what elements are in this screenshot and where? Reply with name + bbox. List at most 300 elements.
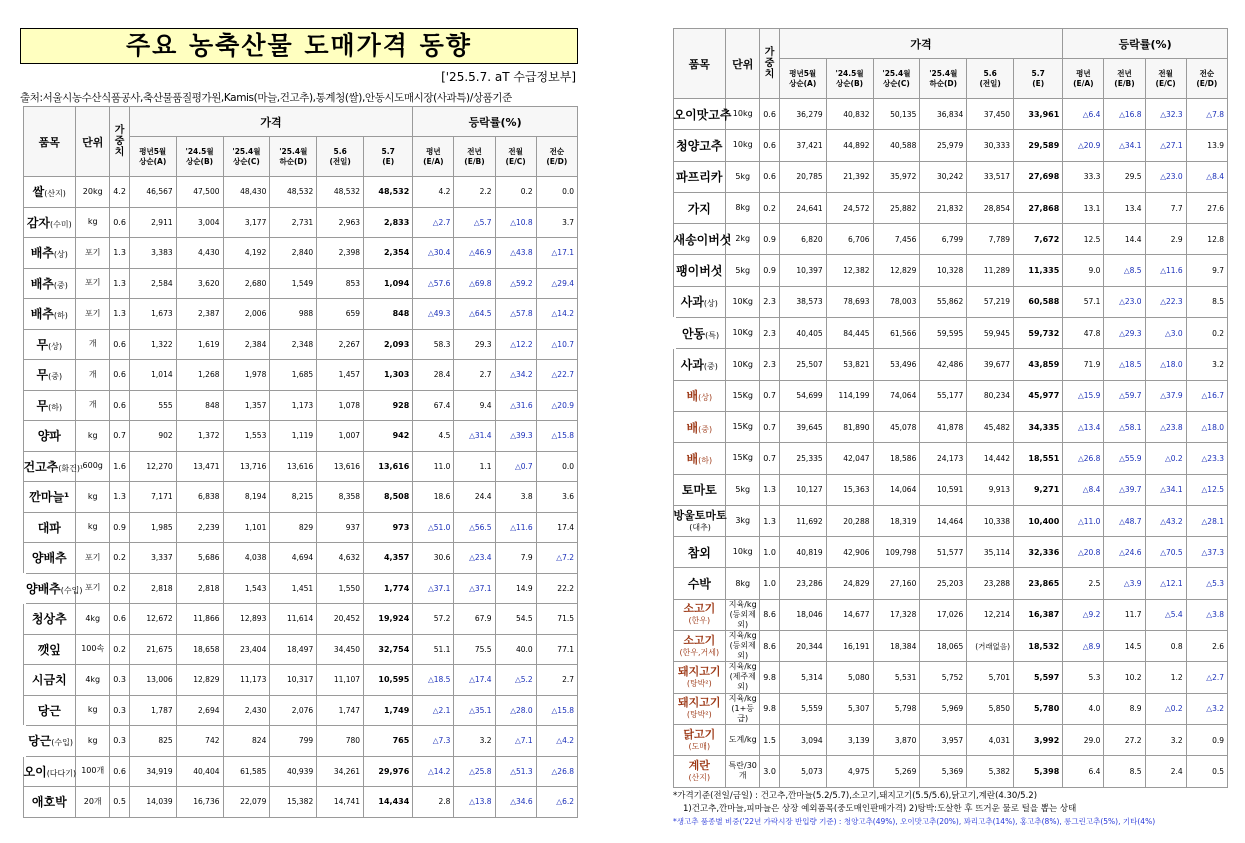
table-row [23, 207, 578, 238]
footnote-price-basis: *가격기준(전일/금일) : 건고추,깐마늘(5.2/5.7),소고기,돼지고기(5.5/5.6),닭고기,계란(4.30/5.2) [673, 791, 1038, 801]
item-weight: 0.9 [110, 512, 129, 543]
rate-cell: △14.2 [536, 299, 577, 330]
item-name: 양파 [23, 421, 76, 452]
item-unit: 15Kg [726, 411, 760, 442]
price-cell: 25,979 [920, 130, 967, 161]
rate-cell: △15.8 [536, 421, 577, 452]
item-name: 오이(다다기) [23, 756, 76, 787]
price-cell: 7,672 [1014, 224, 1063, 255]
rate-cell: 2.7 [536, 665, 577, 696]
item-weight: 0.6 [110, 329, 129, 360]
price-cell: 9,271 [1014, 474, 1063, 505]
price-cell: 1,322 [129, 329, 176, 360]
item-weight: 1.3 [110, 238, 129, 269]
price-cell: 1,451 [270, 573, 317, 604]
table-row [673, 286, 1228, 317]
rate-cell: △11.0 [1063, 505, 1104, 536]
footnote-pepper-share: *생고추 품종별 비중('22년 가락시장 반입량 기준) : 청양고추(49%), 오이맛고추(20%), 꽈리고추(14%), 홍고추(8%), 롱그린고추(5%), 기타(4%) [673, 817, 1156, 826]
price-cell: 10,127 [779, 474, 826, 505]
item-unit: kg [76, 695, 110, 726]
item-weight: 1.3 [760, 505, 779, 536]
item-unit: 600g [76, 451, 110, 482]
rate-cell: 57.1 [1063, 286, 1104, 317]
header-rate-group: 등락률(%) [1063, 29, 1228, 59]
rate-cell: 5.3 [1063, 662, 1104, 693]
price-cell: 10,397 [779, 255, 826, 286]
item-weight: 0.9 [760, 255, 779, 286]
rate-cell: 4.2 [413, 177, 454, 208]
table-row [673, 693, 1228, 724]
rate-cell: △59.2 [495, 268, 536, 299]
price-cell: 21,392 [826, 161, 873, 192]
price-cell: 10,328 [920, 255, 967, 286]
rate-cell: △34.2 [495, 360, 536, 391]
price-cell: 2,840 [270, 238, 317, 269]
item-unit: kg [76, 482, 110, 513]
price-cell: 2,239 [176, 512, 223, 543]
price-cell: 6,838 [176, 482, 223, 513]
rate-cell: △8.4 [1186, 161, 1227, 192]
item-name: 청양고추 [673, 130, 726, 161]
rate-cell: 17.4 [536, 512, 577, 543]
rate-cell: △12.5 [1186, 474, 1227, 505]
price-cell: 60,588 [1014, 286, 1063, 317]
price-cell: 17,026 [920, 599, 967, 630]
item-weight: 0.3 [110, 726, 129, 757]
price-cell: 30,242 [920, 161, 967, 192]
item-unit: 20kg [76, 177, 110, 208]
price-cell: 17,328 [873, 599, 920, 630]
rate-cell: △7.1 [495, 726, 536, 757]
price-cell: 55,177 [920, 380, 967, 411]
rate-cell: 2.6 [1186, 631, 1227, 662]
table-row [23, 238, 578, 269]
header-rate-col: 평년 (E/A) [413, 137, 454, 177]
price-cell: 12,382 [826, 255, 873, 286]
price-cell: 2,833 [364, 207, 413, 238]
header-rate-group: 등락률(%) [413, 107, 578, 137]
table-row [23, 665, 578, 696]
price-cell: 50,135 [873, 99, 920, 130]
price-cell: 61,585 [223, 756, 270, 787]
rate-cell: △3.2 [1186, 693, 1227, 724]
header-price-col: '25.4월 하순(D) [270, 137, 317, 177]
rate-cell: 6.4 [1063, 756, 1104, 787]
rate-cell: 9.7 [1186, 255, 1227, 286]
item-name: 배(중) [673, 411, 726, 442]
price-cell: 20,288 [826, 505, 873, 536]
item-unit: 100속 [76, 634, 110, 665]
price-cell: 16,736 [176, 787, 223, 818]
price-cell: 928 [364, 390, 413, 421]
header-price-col: 평년5월 상순(A) [779, 59, 826, 99]
price-cell: 16,387 [1014, 599, 1063, 630]
item-unit: 10Kg [726, 286, 760, 317]
price-cell: 40,404 [176, 756, 223, 787]
rate-cell: △51.3 [495, 756, 536, 787]
table-row [23, 756, 578, 787]
rate-cell: △2.7 [413, 207, 454, 238]
item-weight: 2.3 [760, 349, 779, 380]
item-name: 애호박 [23, 787, 76, 818]
item-unit: 4kg [76, 604, 110, 635]
price-cell: 4,694 [270, 543, 317, 574]
price-cell: 59,732 [1014, 318, 1063, 349]
price-cell: 14,434 [364, 787, 413, 818]
rate-cell: 27.2 [1104, 724, 1145, 755]
rate-cell: 13.9 [1186, 130, 1227, 161]
price-cell: 23,286 [779, 568, 826, 599]
price-cell: 18,658 [176, 634, 223, 665]
item-unit: 20개 [76, 787, 110, 818]
rate-cell: △16.8 [1104, 99, 1145, 130]
price-cell: 1,749 [364, 695, 413, 726]
rate-cell: △18.0 [1145, 349, 1186, 380]
item-name: 청상추 [23, 604, 76, 635]
rate-cell: 0.5 [1186, 756, 1227, 787]
price-cell: 14,039 [129, 787, 176, 818]
rate-cell: △20.9 [536, 390, 577, 421]
item-unit: 포기 [76, 299, 110, 330]
price-cell: 14,741 [317, 787, 364, 818]
table-row [673, 568, 1228, 599]
price-cell: 1,549 [270, 268, 317, 299]
item-weight: 0.7 [110, 421, 129, 452]
rate-cell: 67.4 [413, 390, 454, 421]
price-cell: 5,850 [967, 693, 1014, 724]
rate-cell: 27.6 [1186, 192, 1227, 223]
price-cell: 1,357 [223, 390, 270, 421]
price-cell: 18,551 [1014, 443, 1063, 474]
item-name: 안동(특) [673, 318, 726, 349]
price-cell: 2,818 [129, 573, 176, 604]
header-price-col: 평년5월 상순(A) [129, 137, 176, 177]
item-name: 방울토마토 (대추) [673, 505, 726, 536]
item-name: 사과(상) [673, 286, 726, 317]
price-cell: 14,677 [826, 599, 873, 630]
rate-cell: 10.2 [1104, 662, 1145, 693]
price-cell: 1,747 [317, 695, 364, 726]
item-weight: 0.5 [110, 787, 129, 818]
rate-cell: △7.2 [536, 543, 577, 574]
price-cell: 5,080 [826, 662, 873, 693]
rate-cell: 2.9 [1145, 224, 1186, 255]
price-cell: 36,834 [920, 99, 967, 130]
price-cell: 1,457 [317, 360, 364, 391]
item-weight: 0.6 [110, 360, 129, 391]
item-weight: 1.0 [760, 537, 779, 568]
price-cell: 2,348 [270, 329, 317, 360]
price-cell: 16,191 [826, 631, 873, 662]
price-cell: 78,693 [826, 286, 873, 317]
rate-cell: △31.4 [454, 421, 495, 452]
price-cell: 1,303 [364, 360, 413, 391]
rate-cell: △34.1 [1145, 474, 1186, 505]
price-cell: 1,685 [270, 360, 317, 391]
price-cell: 48,532 [270, 177, 317, 208]
price-cell: 2,354 [364, 238, 413, 269]
item-name: 감자(수미) [23, 207, 76, 238]
item-weight: 0.3 [110, 665, 129, 696]
table-row [673, 380, 1228, 411]
header-rate-col: 전년 (E/B) [1104, 59, 1145, 99]
price-cell: 12,893 [223, 604, 270, 635]
rate-cell: 28.4 [413, 360, 454, 391]
price-cell: 42,047 [826, 443, 873, 474]
rate-cell: 4.5 [413, 421, 454, 452]
item-unit: 2kg [726, 224, 760, 255]
rate-cell: △22.3 [1145, 286, 1186, 317]
table-row [673, 318, 1228, 349]
rate-cell: 3.6 [536, 482, 577, 513]
rate-cell: △57.8 [495, 299, 536, 330]
item-name: 배(하) [673, 443, 726, 474]
price-cell: 40,939 [270, 756, 317, 787]
price-cell: 18,065 [920, 631, 967, 662]
rate-cell: 0.2 [1186, 318, 1227, 349]
price-cell: 2,384 [223, 329, 270, 360]
price-cell: 59,945 [967, 318, 1014, 349]
price-cell: 13,616 [270, 451, 317, 482]
rate-cell: △8.4 [1063, 474, 1104, 505]
rate-cell: △12.2 [495, 329, 536, 360]
table-row [23, 451, 578, 482]
rate-cell: △18.0 [1186, 411, 1227, 442]
price-cell: 10,338 [967, 505, 1014, 536]
price-cell: 5,073 [779, 756, 826, 787]
price-cell: 11,335 [1014, 255, 1063, 286]
price-cell: 12,829 [176, 665, 223, 696]
table-row [23, 573, 578, 604]
rate-cell: △25.8 [454, 756, 495, 787]
table-row [23, 787, 578, 818]
price-cell: 54,699 [779, 380, 826, 411]
item-unit: 15Kg [726, 380, 760, 411]
price-cell: 36,279 [779, 99, 826, 130]
item-weight: 0.6 [760, 130, 779, 161]
price-cell: 799 [270, 726, 317, 757]
price-cell: 5,398 [1014, 756, 1063, 787]
price-cell: 11,866 [176, 604, 223, 635]
price-cell: 34,335 [1014, 411, 1063, 442]
price-cell: 45,482 [967, 411, 1014, 442]
price-cell: 32,336 [1014, 537, 1063, 568]
item-name: 참외 [673, 537, 726, 568]
price-cell: 11,614 [270, 604, 317, 635]
rate-cell: △46.9 [454, 238, 495, 269]
rate-cell: △5.2 [495, 665, 536, 696]
item-unit: 도계/kg [726, 724, 760, 755]
item-name: 돼지고기 (탕박²) [673, 662, 726, 693]
rate-cell: △0.2 [1145, 443, 1186, 474]
price-cell: 44,892 [826, 130, 873, 161]
table-row [673, 505, 1228, 536]
rate-cell: △27.1 [1145, 130, 1186, 161]
price-cell: 59,595 [920, 318, 967, 349]
item-name: 가지 [673, 192, 726, 223]
price-cell: 40,819 [779, 537, 826, 568]
price-cell: 2,911 [129, 207, 176, 238]
price-cell: 20,452 [317, 604, 364, 635]
price-cell: 5,597 [1014, 662, 1063, 693]
price-cell: 20,785 [779, 161, 826, 192]
item-unit: 지육/kg (등외제외) [726, 599, 760, 630]
price-cell: 1,774 [364, 573, 413, 604]
price-cell: 11,107 [317, 665, 364, 696]
table-row [23, 360, 578, 391]
item-name: 사과(중) [673, 349, 726, 380]
price-cell: 18,384 [873, 631, 920, 662]
price-cell: 13,616 [364, 451, 413, 482]
item-unit: 5kg [726, 474, 760, 505]
price-cell: 27,160 [873, 568, 920, 599]
header-item: 품목 [673, 29, 726, 99]
rate-cell: 0.0 [536, 177, 577, 208]
price-cell: 3,094 [779, 724, 826, 755]
table-row [673, 724, 1228, 755]
price-cell: 1,078 [317, 390, 364, 421]
price-cell: 74,064 [873, 380, 920, 411]
rate-cell: 9.0 [1063, 255, 1104, 286]
price-cell: 3,177 [223, 207, 270, 238]
price-cell: 8,194 [223, 482, 270, 513]
price-cell: 33,961 [1014, 99, 1063, 130]
item-unit: 개 [76, 329, 110, 360]
item-unit: 포기 [76, 268, 110, 299]
rate-cell: 71.9 [1063, 349, 1104, 380]
item-name: 무(중) [23, 360, 76, 391]
rate-cell: 2.5 [1063, 568, 1104, 599]
table-row [23, 390, 578, 421]
price-cell: 109,798 [873, 537, 920, 568]
item-name: 깻잎 [23, 634, 76, 665]
item-unit: kg [76, 512, 110, 543]
price-cell: 5,369 [920, 756, 967, 787]
price-cell: 45,078 [873, 411, 920, 442]
header-price-col: '25.4월 상순(C) [873, 59, 920, 99]
price-cell: 15,382 [270, 787, 317, 818]
price-cell: 29,976 [364, 756, 413, 787]
item-unit: 포기 [76, 573, 110, 604]
item-name: 팽이버섯 [673, 255, 726, 286]
header-unit: 단위 [76, 107, 110, 177]
price-cell: 555 [129, 390, 176, 421]
rate-cell: △24.6 [1104, 537, 1145, 568]
rate-cell: △28.0 [495, 695, 536, 726]
price-cell: 853 [317, 268, 364, 299]
rate-cell: △39.7 [1104, 474, 1145, 505]
price-cell: 988 [270, 299, 317, 330]
price-cell: 1,094 [364, 268, 413, 299]
price-cell: 81,890 [826, 411, 873, 442]
rate-cell: △17.1 [536, 238, 577, 269]
price-cell: 48,532 [364, 177, 413, 208]
price-cell: 22,079 [223, 787, 270, 818]
price-cell: 39,677 [967, 349, 1014, 380]
item-name: 토마토 [673, 474, 726, 505]
price-cell: 12,270 [129, 451, 176, 482]
price-cell: 5,780 [1014, 693, 1063, 724]
price-cell: 114,199 [826, 380, 873, 411]
price-cell: 5,701 [967, 662, 1014, 693]
item-weight: 0.9 [760, 224, 779, 255]
rate-cell: △23.8 [1145, 411, 1186, 442]
item-name: 쌀(산지) [23, 177, 76, 208]
price-cell: 11,692 [779, 505, 826, 536]
price-cell: 1,787 [129, 695, 176, 726]
price-cell: 20,344 [779, 631, 826, 662]
item-name: 배추(상) [23, 238, 76, 269]
price-cell: 23,404 [223, 634, 270, 665]
price-cell: 1,985 [129, 512, 176, 543]
table-row [23, 482, 578, 513]
header-rate-col: 평년 (E/A) [1063, 59, 1104, 99]
price-cell: 7,171 [129, 482, 176, 513]
table-row [23, 421, 578, 452]
rate-cell: 3.2 [454, 726, 495, 757]
rate-cell: △10.7 [536, 329, 577, 360]
rate-cell: △20.8 [1063, 537, 1104, 568]
price-cell: 24,572 [826, 192, 873, 223]
price-cell: 3,870 [873, 724, 920, 755]
price-cell: 1,101 [223, 512, 270, 543]
table-row [23, 268, 578, 299]
price-cell: 1,014 [129, 360, 176, 391]
price-cell: 3,957 [920, 724, 967, 755]
item-name: 소고기 (한우,거세) [673, 631, 726, 662]
rate-cell: 0.8 [1145, 631, 1186, 662]
rate-cell: △13.8 [454, 787, 495, 818]
price-cell: 40,588 [873, 130, 920, 161]
rate-cell: 3.7 [536, 207, 577, 238]
price-cell: 25,882 [873, 192, 920, 223]
rate-cell: 67.9 [454, 604, 495, 635]
item-name: 대파 [23, 512, 76, 543]
item-unit: 8kg [726, 192, 760, 223]
price-cell: 34,261 [317, 756, 364, 787]
header-rate-col: 전순 (E/D) [1186, 59, 1227, 99]
rate-cell: △51.0 [413, 512, 454, 543]
price-cell: 18,586 [873, 443, 920, 474]
item-name: 배추(하) [23, 299, 76, 330]
item-name: 양배추 [23, 543, 76, 574]
price-cell: 829 [270, 512, 317, 543]
page-title: 주요 농축산물 도매가격 동향 [20, 28, 578, 64]
price-cell: 5,531 [873, 662, 920, 693]
price-cell: 80,234 [967, 380, 1014, 411]
item-unit: 개 [76, 360, 110, 391]
price-cell: 35,114 [967, 537, 1014, 568]
price-cell: 1,119 [270, 421, 317, 452]
price-cell: 12,829 [873, 255, 920, 286]
price-cell: (거래없음) [967, 631, 1014, 662]
price-cell: 10,591 [920, 474, 967, 505]
rate-cell: 14.4 [1104, 224, 1145, 255]
item-name: 건고추(화건)¹ [23, 451, 76, 482]
table-row [673, 756, 1228, 787]
item-name: 계란 (산지) [673, 756, 726, 787]
price-cell: 78,003 [873, 286, 920, 317]
price-cell: 18,497 [270, 634, 317, 665]
table-row [673, 662, 1228, 693]
rate-cell: △18.5 [1104, 349, 1145, 380]
item-unit: 8kg [726, 568, 760, 599]
price-cell: 10,595 [364, 665, 413, 696]
price-cell: 46,567 [129, 177, 176, 208]
item-weight: 0.2 [110, 543, 129, 574]
item-name: 당근(수입) [23, 726, 76, 757]
price-table-right [670, 28, 1228, 788]
